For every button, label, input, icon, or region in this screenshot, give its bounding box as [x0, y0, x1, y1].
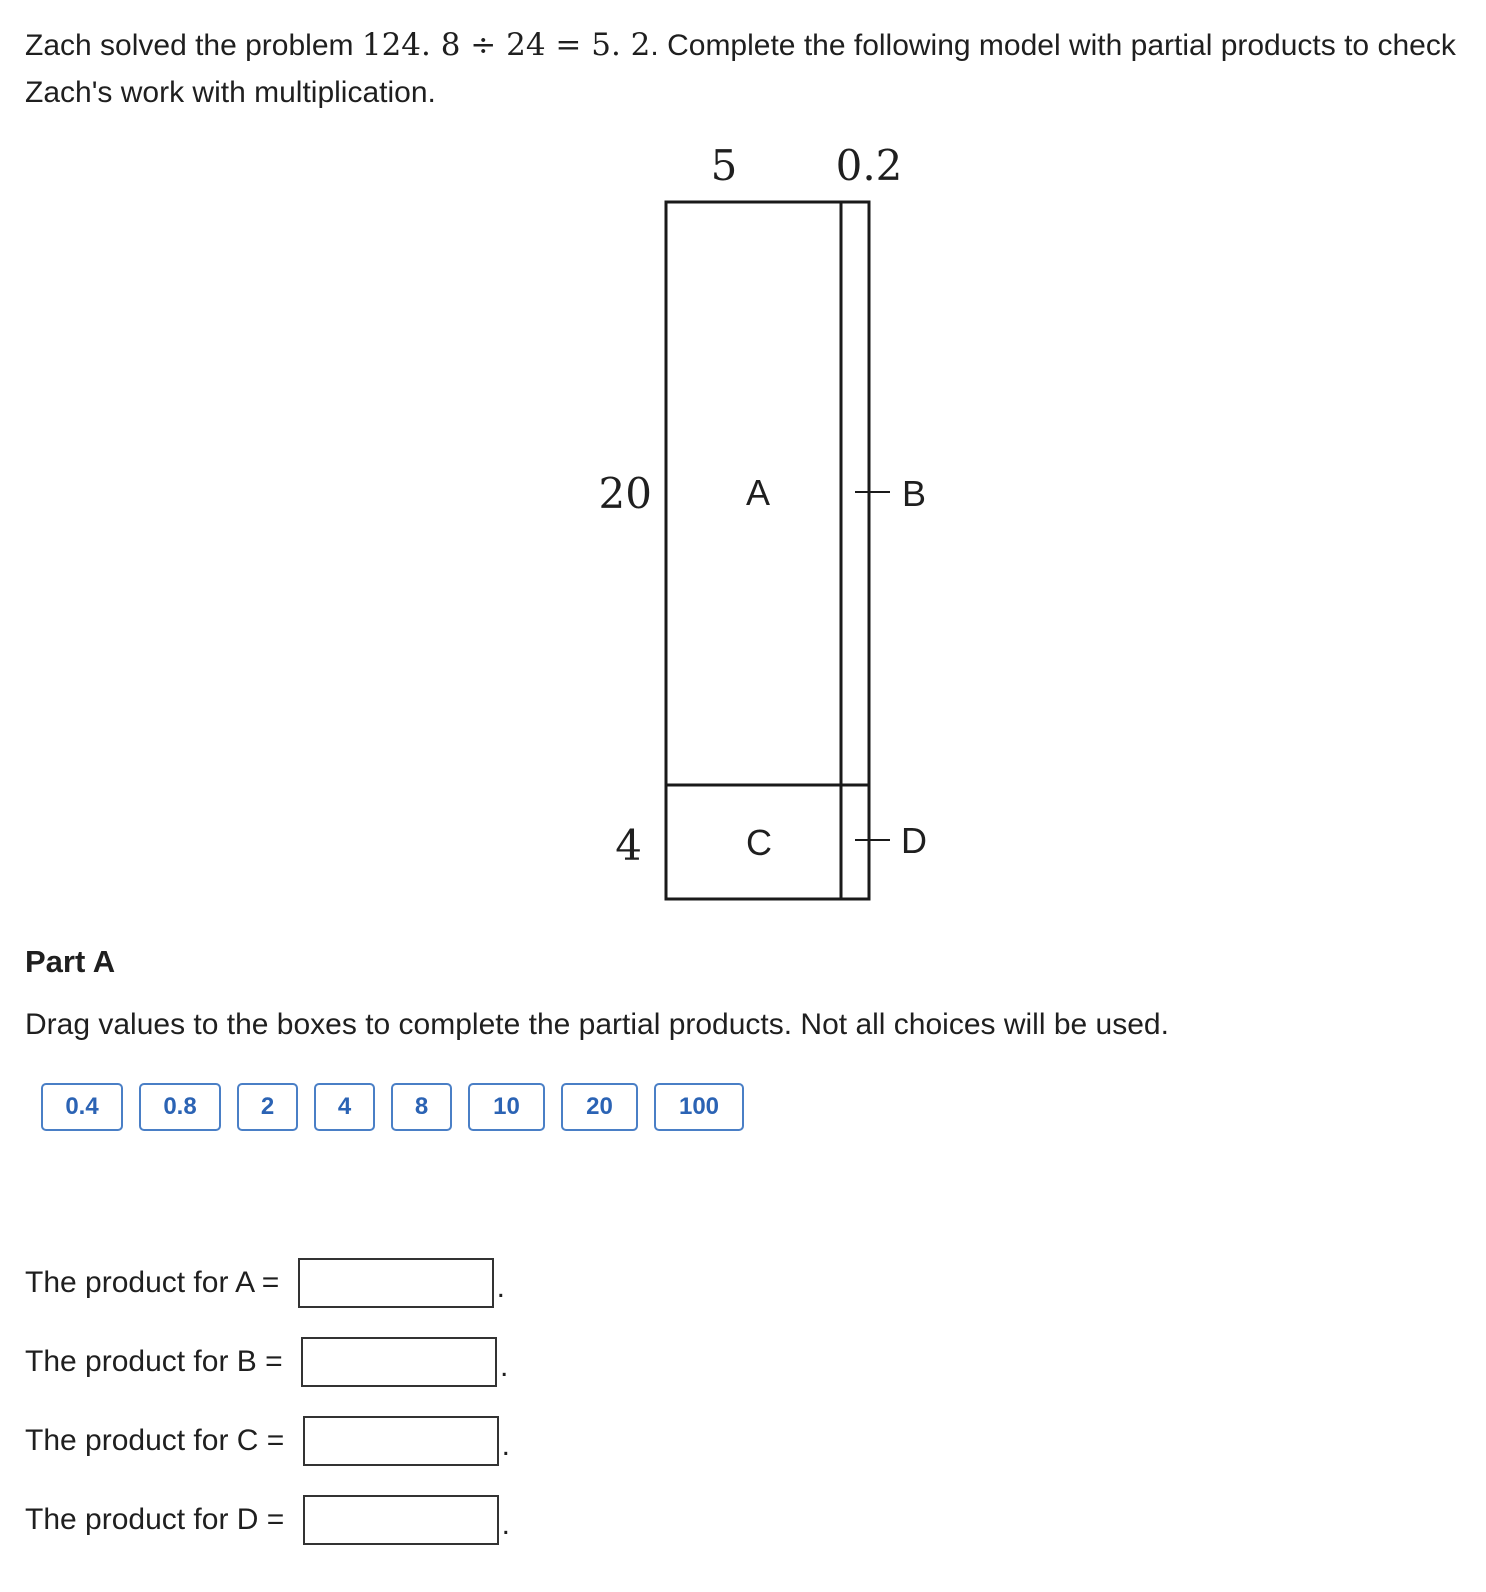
- drop-box-b[interactable]: [301, 1337, 497, 1387]
- choice-tile-8[interactable]: 8: [391, 1083, 452, 1131]
- choice-tile-20[interactable]: 20: [561, 1083, 638, 1131]
- choice-tile-100[interactable]: 100: [654, 1083, 744, 1131]
- answer-period-a: .: [496, 1271, 506, 1304]
- part-title: Part A: [25, 944, 116, 979]
- question-prompt: [25, 22, 1465, 116]
- column-label-5: 5: [710, 141, 738, 190]
- answer-label-c: The product for C =: [25, 1424, 293, 1457]
- drop-box-c[interactable]: [303, 1416, 499, 1466]
- choice-tile-10[interactable]: 10: [468, 1083, 545, 1131]
- choice-tile-4[interactable]: 4: [314, 1083, 375, 1131]
- choice-tile-0-4[interactable]: 0.4: [41, 1083, 123, 1131]
- question-expression: 124. 8 ÷ 24 = 5. 2: [361, 27, 651, 63]
- row-label-4: 4: [615, 821, 642, 870]
- question-text-before: Zach solved the problem: [25, 29, 362, 62]
- answer-period-c: .: [501, 1429, 510, 1462]
- question-text-after: . Complete the following model with partial products to check Zach's work with multiplication.: [25, 29, 1456, 109]
- answer-label-b: The product for B =: [25, 1345, 291, 1378]
- answer-row-d: [25, 1492, 510, 1548]
- drop-box-a[interactable]: [298, 1258, 494, 1308]
- area-model-outline: [666, 202, 869, 899]
- choice-tiles: [41, 1083, 744, 1131]
- answer-label-a: The product for A =: [25, 1266, 288, 1299]
- column-label-0-2: 0.2: [835, 141, 903, 190]
- choice-tile-0-8[interactable]: 0.8: [139, 1083, 221, 1131]
- answer-label-d: The product for D =: [25, 1503, 293, 1536]
- cell-label-a: A: [745, 472, 771, 513]
- answer-row-b: [25, 1334, 510, 1390]
- answer-row-a: [25, 1255, 510, 1311]
- answer-row-c: [25, 1413, 510, 1469]
- answer-period-d: .: [501, 1508, 510, 1541]
- answer-section: [25, 1255, 510, 1571]
- cell-label-b: B: [901, 473, 927, 514]
- part-instructions: Drag values to the boxes to complete the partial products. Not all choices will be used.: [25, 1008, 1169, 1041]
- choice-tile-2[interactable]: 2: [237, 1083, 298, 1131]
- cell-label-c: C: [746, 822, 772, 863]
- answer-period-b: .: [499, 1350, 509, 1383]
- cell-label-d: D: [901, 820, 927, 861]
- row-label-20: 20: [598, 469, 652, 518]
- drop-box-d[interactable]: [303, 1495, 499, 1545]
